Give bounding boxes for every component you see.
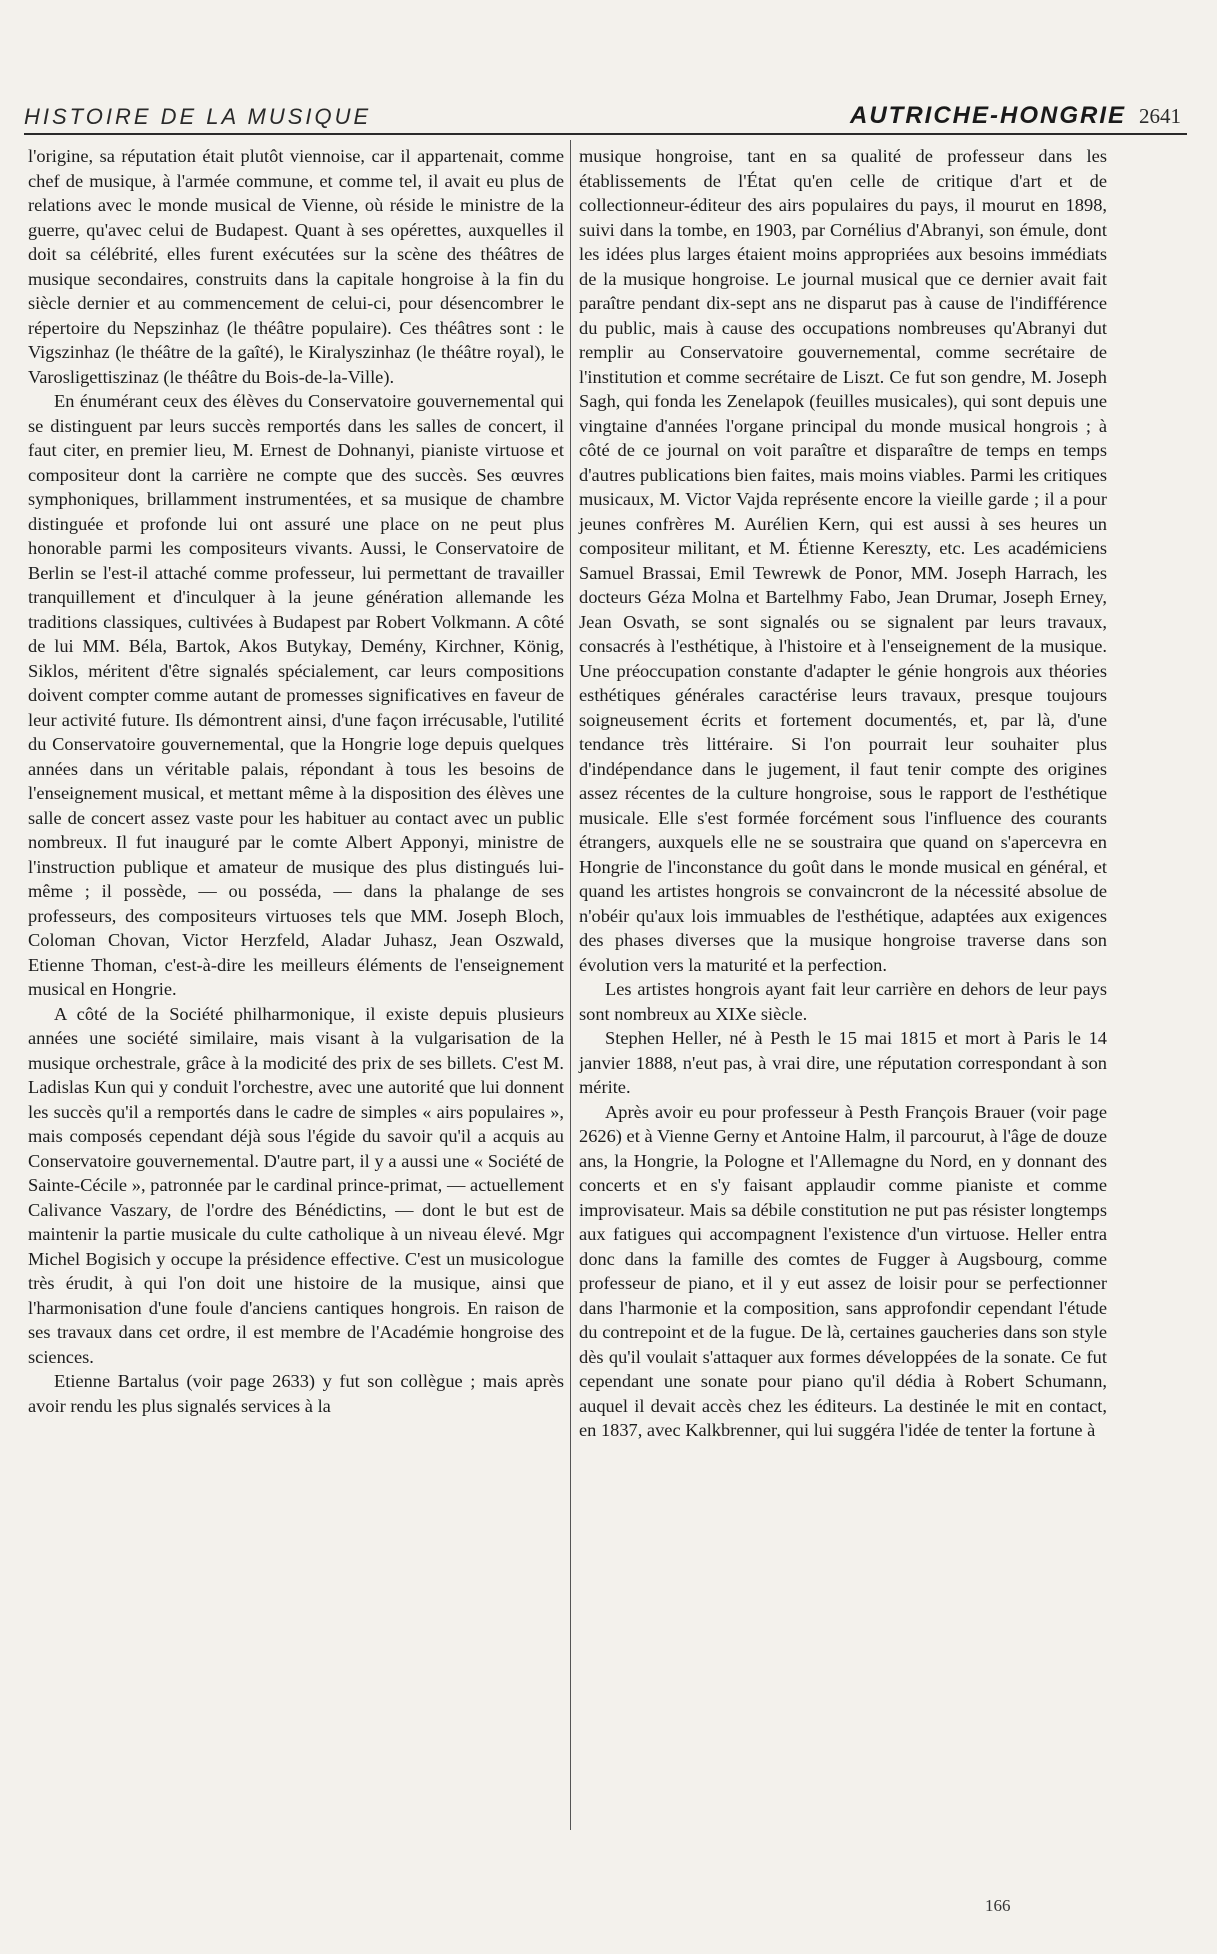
paragraph: A côté de la Société philharmonique, il existe depuis plusieurs années une société similaire, mais visant à la vulgarisation de la musique orchestrale, grâce à la modicité des prix de ses billets. C'est M. Ladislas Kun qui y conduit l'orchestre, avec une autorité que lui donnent les succès qu'il a remportés dans le cadre de simples « airs populaires », mais composés cependant déjà sous l'égide du savoir qu'il a acquis au Conservatoire gouvernemental. D'autre part, il y a aussi une « Société de Sainte-Cécile », patronnée par le cardinal prince-primat, — actuellement Calivance Vaszary, de l'ordre des Bénédictins, — dont le but est de maintenir la partie musicale du culte catholique à un niveau élevé. Mgr Michel Bogisich y occupe la présidence effective. C'est un musicologue très érudit, à qui l'on doit une histoire de la musique, ainsi que l'harmonisation d'une foule d'anciens cantiques hongrois. En raison de ses travaux dans cet ordre, il est membre de l'Académie hongroise des sciences.	[28, 1003, 564, 1367]
paragraph: Stephen Heller, né à Pesth le 15 mai 1815 et mort à Paris le 14 janvier 1888, n'eut pas, à vrai dire, une réputation correspondant à son mérite.	[579, 1028, 1107, 1097]
running-header	[24, 104, 1181, 134]
page-number: 2641	[1139, 104, 1181, 128]
paragraph: Les artistes hongrois ayant fait leur carrière en dehors de leur pays sont nombreux au XIXe siècle.	[579, 979, 1107, 1024]
left-column	[28, 144, 564, 1418]
paragraph: En énumérant ceux des élèves du Conservatoire gouvernemental qui se distinguent par leurs succès remportés dans les salles de concert, il faut citer, en premier lieu, M. Ernest de Dohnanyi, pianiste virtuose et compositeur dont la carrière ne compte que des succès. Ses œuvres symphoniques, brillamment instrumentées, et sa musique de chambre distinguée et profonde lui ont assuré une place on ne peut plus honorable parmi les compositeurs vivants. Aussi, le Conservatoire de Berlin se l'est-il attaché comme professeur, lui permettant de travailler tranquillement et d'inculquer à la jeune génération allemande les traditions classiques, cultivées à Budapest par Robert Volkmann. A côté de lui MM. Béla, Bartok, Akos Butykay, Demény, Kirchner, König, Siklos, méritent d'être signalés spécialement, car leurs compositions doivent compter comme autant de promesses significatives en faveur de leur activité future. Ils démontrent ainsi, d'une façon irrécusable, l'utilité du Conservatoire gouvernemental, que la Hongrie loge depuis quelques années dans un véritable palais, répondant à tous les besoins de l'enseignement musical, et mettant même à la disposition des élèves une salle de concert assez vaste pour les habituer au contact avec un public nombreux. Il fut inauguré par le comte Albert Apponyi, ministre de l'instruction publique et amateur de musique des plus distingués lui-même ; il possède, — ou posséda, — dans la phalange de ses professeurs, des compositeurs virtuoses tels que MM. Joseph Bloch, Coloman Chovan, Victor Herzfeld, Aladar Juhasz, Jean Oszwald, Etienne Thoman, c'est-à-dire les meilleurs éléments de l'enseignement musical en Hongrie.	[28, 391, 564, 999]
right-column	[579, 144, 1107, 1443]
paragraph: musique hongroise, tant en sa qualité de professeur dans les établissements de l'État qu'en celle de critique d'art et de collectionneur-éditeur des airs populaires du pays, il mourut en 1898, suivi dans la tombe, en 1903, par Cornélius d'Abranyi, son émule, dont les idées plus larges étaient moins appropriées aux besoins immédiats de la musique hongroise. Le journal musical que ce dernier avait fait paraître pendant dix-sept ans ne disparut pas à cause de l'indifférence du public, mais à cause des occupations nombreuses qu'Abranyi dut remplir au Conservatoire gouvernemental, comme secrétaire de l'institution et comme secrétaire de Liszt. Ce fut son gendre, M. Joseph Sagh, qui fonda les Zenelapok (feuilles musicales), qui sont depuis une vingtaine d'années l'organe principal du monde musical hongrois ; à côté de ce journal on voit paraître et disparaître de temps en temps d'autres publications bien faites, mais moins viables. Parmi les critiques musicaux, M. Victor Vajda représente encore la vieille garde ; il a pour jeunes confrères M. Aurélien Kern, qui est aussi à ses heures un compositeur militant, et M. Étienne Kereszty, etc. Les académiciens Samuel Brassai, Emil Tewrewk de Ponor, MM. Joseph Harrach, les docteurs Géza Molna et Bartelhmy Fabo, Jean Drumar, Joseph Erney, Jean Osvath, se sont signalés ou se signalent par leurs travaux, consacrés à l'esthétique, à l'histoire et à l'enseignement de la musique. Une préoccupation constante d'adapter le génie hongrois aux théories esthétiques générales caractérise leurs travaux, presque toujours soigneusement écrits et fortement documentés, et, par là, d'une tendance très littéraire. Si l'on pourrait leur souhaiter plus d'indépendance dans le jugement, il faut tenir compte des origines assez récentes de la culture hongroise, sous le rapport de l'esthétique musicale. Elle s'est formée forcément sous l'influence des courants étrangers, auxquels elle ne se soustraira que quand on s'apercevra en Hongrie de l'inconstance du goût dans le monde musical en général, et quand les artistes hongrois se convaincront de la nécessité absolue de n'obéir qu'aux lois immuables de l'esthétique, adaptées aux exigences des phases diverses que la musique hongroise traverse dans son évolution vers la maturité et la perfection.	[579, 146, 1107, 975]
paragraph: Après avoir eu pour professeur à Pesth François Brauer (voir page 2626) et à Vienne Gerny et Antoine Halm, il parcourut, à l'âge de douze ans, la Hongrie, la Pologne et l'Allemagne du Nord, en y donnant des concerts et en s'y faisant applaudir comme pianiste et comme improvisateur. Mais sa débile constitution ne put pas résister longtemps aux fatigues qui accompagnent l'existence d'un virtuose. Heller entra donc dans la famille des comtes de Fugger à Augsbourg, comme professeur de piano, et il y eut assez de loisir pour se perfectionner dans l'harmonie et la composition, sans approfondir cependant l'étude du contrepoint et de la fugue. De là, certaines gaucheries dans son style dès qu'il voulait s'attaquer aux formes développées de la sonate. Ce fut cependant une sonate pour piano qu'il dédia à Robert Schumann, auquel il devait accès chez les éditeurs. La destinée le mit en contact, en 1837, avec Kalkbrenner, qui lui suggéra l'idée de tenter la fortune à	[579, 1101, 1107, 1440]
header-left-title: HISTOIRE DE LA MUSIQUE	[24, 104, 372, 129]
paragraph: l'origine, sa réputation était plutôt viennoise, car il appartenait, comme chef de musique, à l'armée commune, et comme tel, il avait eu plus de relations avec le monde musical de Vienne, où réside le ministre de la guerre, qu'avec celui de Budapest. Quant à ses opérettes, auxquelles il doit sa célébrité, elles furent exécutées sur la scène des théâtres de musique secondaires, construits dans la capitale hongroise à la fin du siècle dernier et au commencement de celui-ci, pour désencombrer le répertoire du Nepszinhaz (le théâtre populaire). Ces théâtres sont : le Vigszinhaz (le théâtre de la gaîté), le Kiralyszinhaz (le théâtre royal), le Varosligettiszinaz (le théâtre du Bois-de-la-Ville).	[28, 146, 564, 387]
header-right-title: AUTRICHE-HONGRIE	[850, 102, 1126, 129]
header-rule	[24, 133, 1187, 135]
signature-folio: 166	[985, 1896, 1011, 1915]
paragraph: Etienne Bartalus (voir page 2633) y fut son collègue ; mais après avoir rendu les plus signalés services à la	[28, 1371, 564, 1416]
column-divider	[570, 140, 571, 1830]
